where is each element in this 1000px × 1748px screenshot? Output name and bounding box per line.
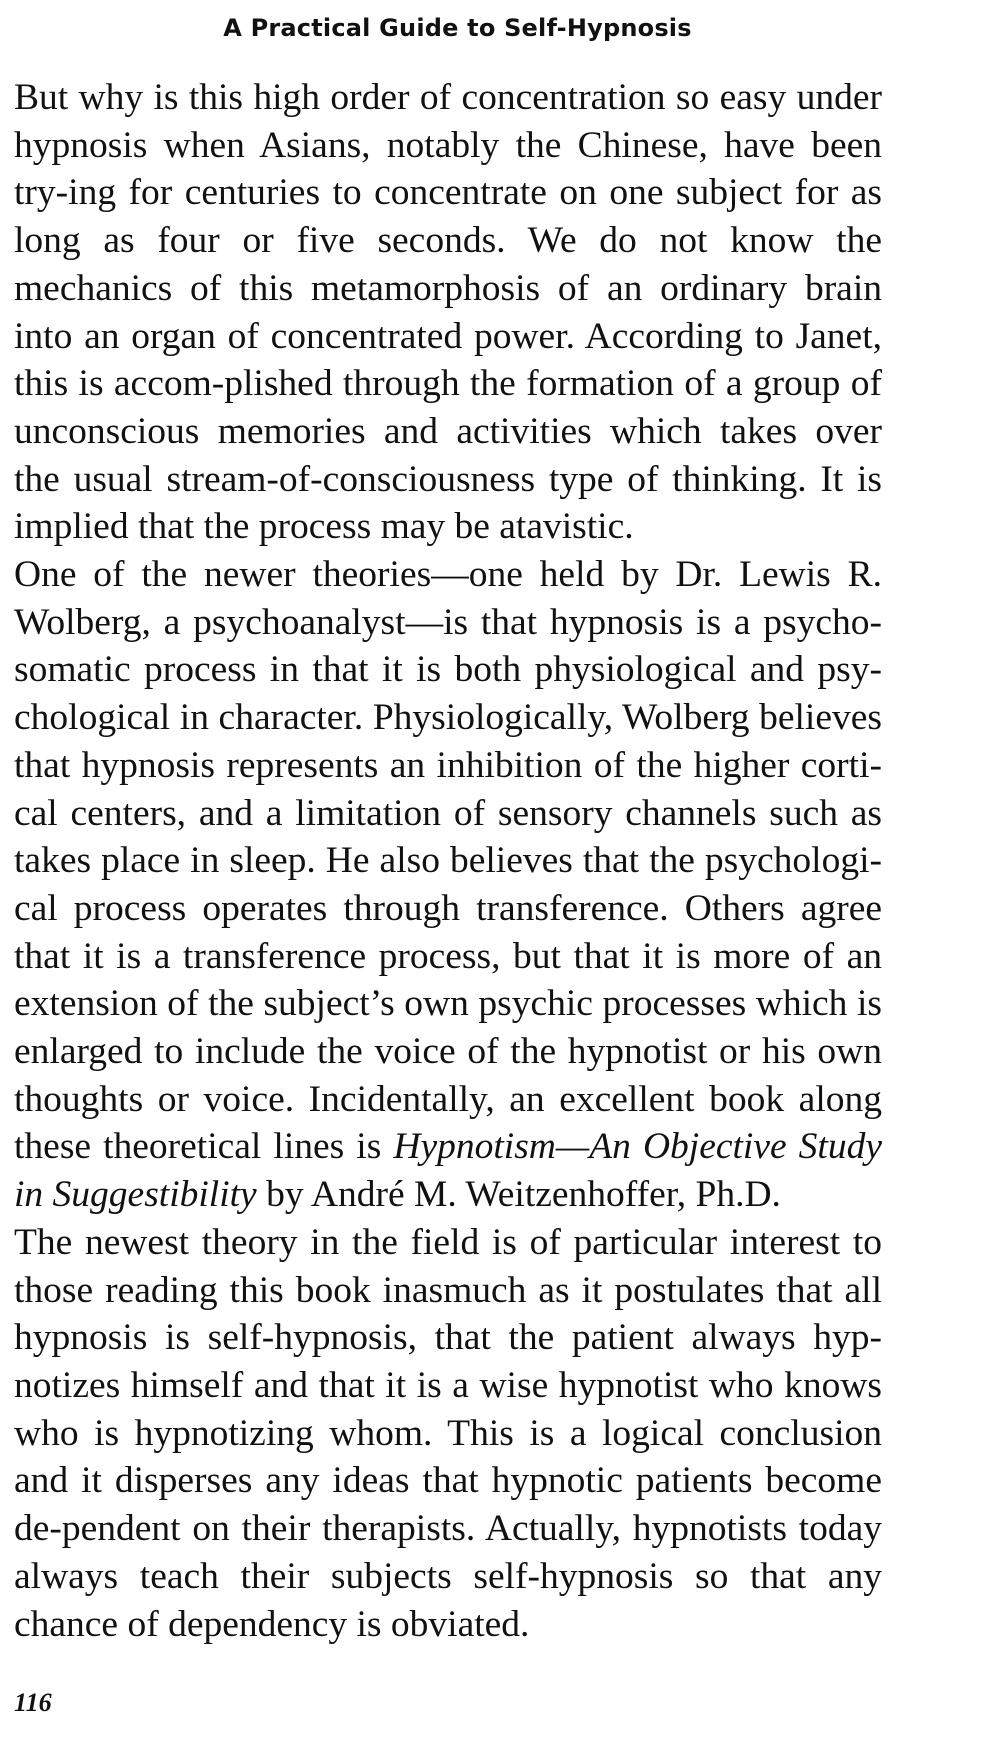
paragraph-2-text: One of the newer theories—one held by Dr. Lewis R. Wolberg, a psychoanalyst—is that hypnosis is a psycho-somatic process in that it is both physiological and psy-chological in character. Physiologically, Wolberg believes that hypnosis represents an inhibition of the higher corti-cal centers, and a limitation of sensory channels such as takes place in sleep. He also believes that the psychologi-cal process operates through transference. Others agree that it is a transference process, but that it is more of an extension of the subject’s own psychic processes which is enlarged to include the voice of the hypnotist or his own thoughts or voice. Incidentally, an excellent book along these theoretical lines is — [14, 554, 882, 1168]
paragraph-1-text: But why is this high order of concentration so easy under hypnosis when Asians, notably the Chinese, have been try-ing for centuries to concentrate on one subject for as long as four or five seconds. We do not know the mechanics of this metamorphosis of an ordinary brain into an organ of concentrated power. According to Janet, this is accom-plished through the formation of a group of unconscious memories and activities which takes over the usual stream-of-consciousness type of thinking. It is implied that the process may be atavistic. — [14, 77, 882, 548]
body-text — [14, 74, 882, 1648]
paragraph-3 — [14, 1219, 882, 1648]
book-title-reference: Hypnotism—An Objective Study in Suggestibility — [14, 1126, 882, 1216]
paragraph-2-text-end: by André M. Weitzenhoffer, Ph.D. — [256, 1174, 781, 1216]
running-head: A Practical Guide to Self-Hypnosis — [223, 14, 692, 42]
paragraph-2 — [14, 551, 882, 1219]
page-number: 116 — [14, 1688, 52, 1717]
paragraph-1 — [14, 74, 882, 551]
paragraph-3-text: The newest theory in the field is of particular interest to those reading this book inasmuch as it postulates that all hypnosis is self-hypnosis, that the patient always hyp-notizes himself and that it is a wise hypnotist who knows who is hypnotizing whom. This is a logical conclusion and it disperses any ideas that hypnotic patients become de-pendent on their therapists. Actually, hypnotists today always teach their subjects self-hypnosis so that any chance of dependency is obviated. — [14, 1221, 882, 1645]
